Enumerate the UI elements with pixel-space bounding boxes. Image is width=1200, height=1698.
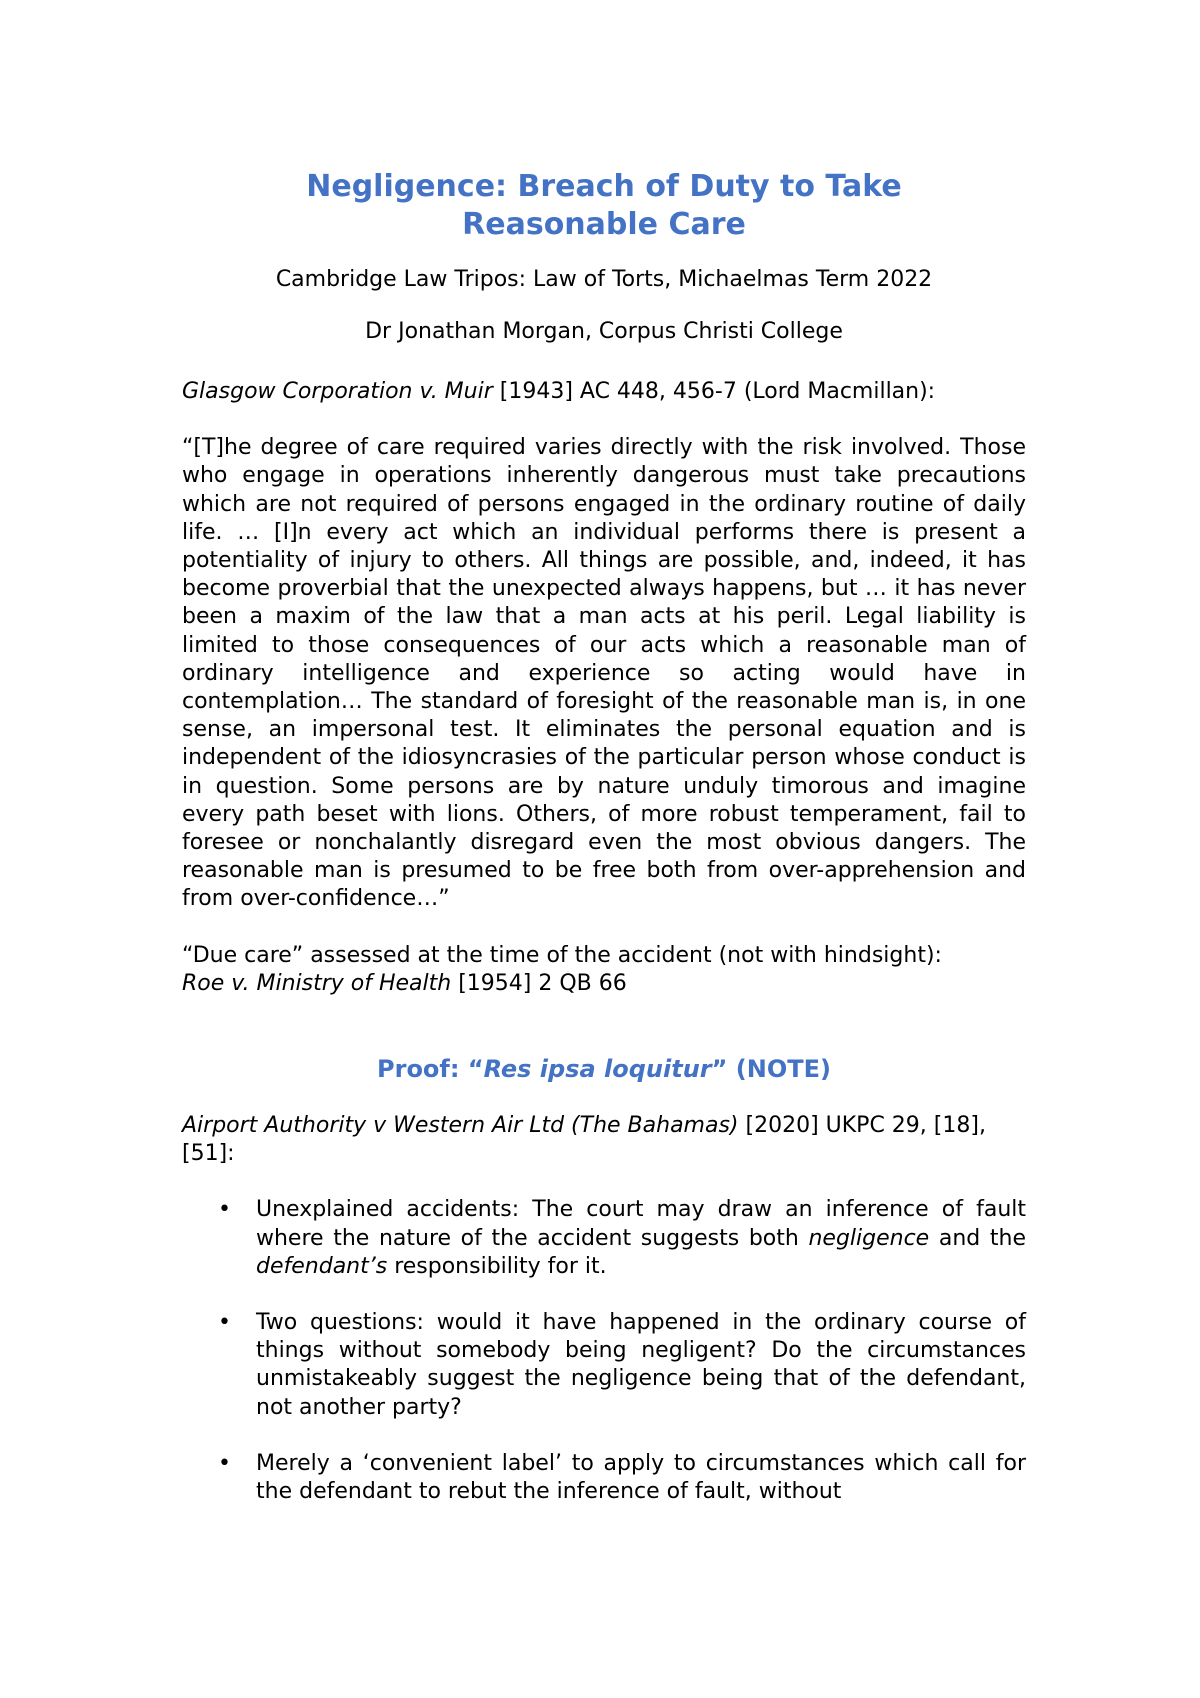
case-name-muir: Glasgow Corporation v. Muir (182, 379, 493, 404)
res-ipsa-bullet-list (182, 1196, 1026, 1506)
case-citation-roe: [1954] 2 QB 66 (451, 970, 627, 996)
muir-quotation: “[T]he degree of care required varies directly with the risk involved. Those who engage in operations inherently dangerous must take precautions which are not required of persons engaged in the ordinary routine of daily life. … [I]n every act which an individual performs there is present a potentiality of injury to others. All things are possible, and, indeed, it has become proverbial that the unexpected always happens, but … it has never been a maxim of the law that a man acts at his peril. Legal liability is limited to those consequences of our acts which a reasonable man of ordinary intelligence and experience so acting would have in contemplation… The standard of foresight of the reasonable man is, in one sense, an impersonal test. It eliminates the personal equation and is independent of the idiosyncrasies of the particular person whose conduct is in question. Some persons are by nature unduly timorous and imagine every path beset with lions. Others, of more robust temperament, fail to foresee or nonchalantly disregard even the most obvious dangers. The reasonable man is presumed to be free both from over-apprehension and from over-confidence…” (182, 435, 1026, 912)
heading-prefix: Proof: “ (377, 1055, 484, 1084)
bullet-2-text: Two questions: would it have happened in the ordinary course of things without somebody being negligent? Do the circumstances unmistakeably suggest the negligence being that of the defendant, not another party? (256, 1310, 1026, 1420)
case-citation-airport-authority: [2020] UKPC 29, [18], [51]: (182, 1113, 986, 1167)
heading-italic: Res ipsa loquitur (483, 1055, 712, 1084)
case-name-roe: Roe v. Ministry of Health (182, 970, 452, 996)
bullet-1-italic-defendant: defendant’s (256, 1253, 388, 1279)
list-item (182, 1196, 1026, 1281)
bullet-1-italic-negligence: negligence (808, 1225, 930, 1251)
bullet-icon: • (218, 1310, 231, 1336)
bullet-1-text-a: Unexplained accidents: The court may draw an inference of fault where the nature of the accident suggests both (256, 1197, 1026, 1251)
due-care-paragraph (182, 942, 1026, 998)
bullet-icon: • (218, 1450, 231, 1476)
bullet-1-text-c: responsibility for it. (387, 1253, 607, 1279)
title-line-2: Reasonable Care (462, 207, 746, 242)
list-item (182, 1309, 1026, 1422)
bullet-1-text-b: and the (929, 1225, 1026, 1251)
document-title (182, 168, 1026, 244)
due-care-text: “Due care” assessed at the time of the accident (not with hindsight): (182, 942, 942, 968)
case-reference-airport-authority (182, 1112, 1026, 1168)
heading-suffix: ” (NOTE) (711, 1055, 831, 1084)
document-page (182, 168, 1026, 1534)
section-heading-res-ipsa (182, 1054, 1026, 1084)
title-line-1: Negligence: Breach of Duty to Take (306, 169, 902, 204)
author-line: Dr Jonathan Morgan, Corpus Christi College (365, 319, 843, 344)
bullet-3-text: Merely a ‘convenient label’ to apply to circumstances which call for the defendant to rebut the inference of fault, without (256, 1450, 1026, 1505)
page-bottom-margin (0, 1550, 1200, 1698)
case-citation-muir: [1943] AC 448, 456-7 (Lord Macmillan): (492, 379, 936, 404)
course-subtitle: Cambridge Law Tripos: Law of Torts, Michaelmas Term 2022 (275, 267, 933, 292)
bullet-icon: • (218, 1197, 231, 1223)
case-name-airport-authority: Airport Authority v Western Air Ltd (The Bahamas) (182, 1113, 739, 1139)
case-reference-muir (182, 378, 1026, 406)
list-item (182, 1450, 1026, 1506)
